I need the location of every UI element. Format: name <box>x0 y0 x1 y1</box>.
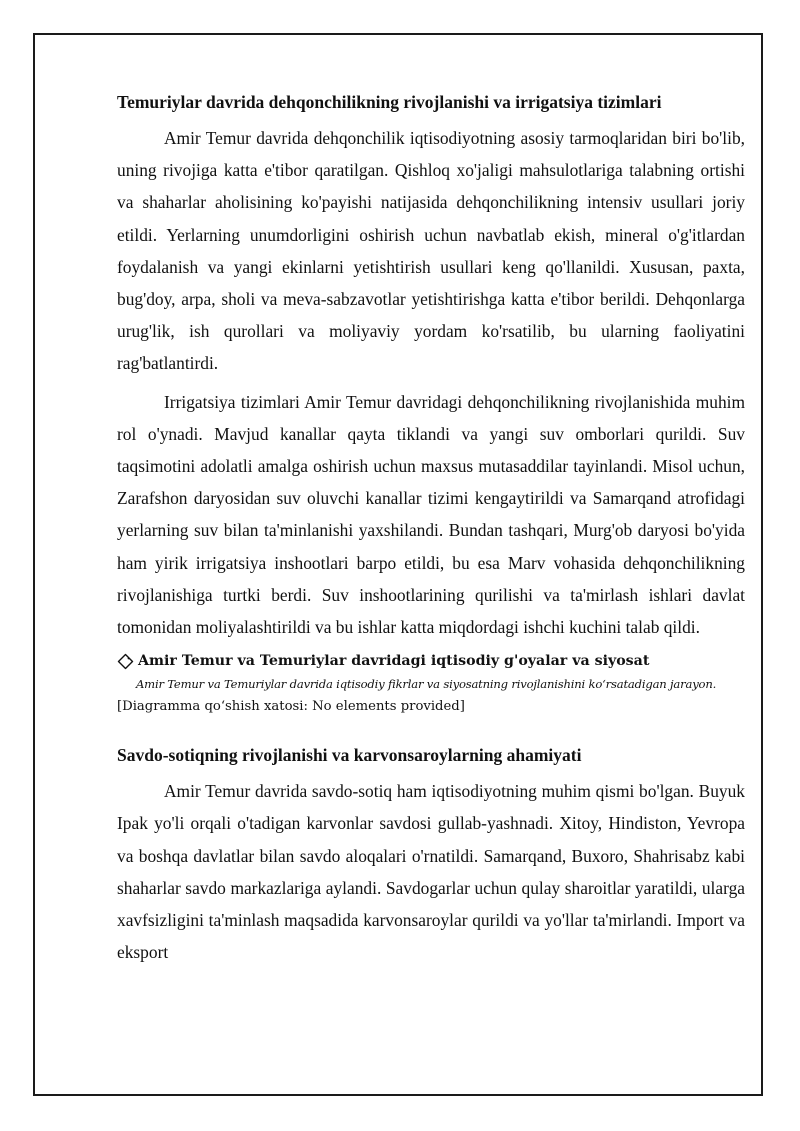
page-frame <box>33 33 763 1096</box>
section-agriculture <box>117 91 745 643</box>
section-trade <box>117 744 745 968</box>
diagram-error-message: [Diagramma qo‘shish xatosi: No elements provided] <box>117 699 465 715</box>
diagram-title: Amir Temur va Temuriylar davridagi iqtisodiy g'oyalar va siyosat <box>138 653 650 670</box>
section-heading: Temuriylar davrida dehqonchilikning rivojlanishi va irrigatsiya tizimlari <box>117 92 662 112</box>
section-heading: Savdo-sotiqning rivojlanishi va karvonsaroylarning ahamiyati <box>117 745 582 766</box>
body-paragraph: Irrigatsiya tizimlari Amir Temur davridagi dehqonchilikning rivojlanishida muhim rol o'ynadi. Mavjud kanallar qayta tiklandi va yangi suv omborlari qurildi. Suv taqsimotini adolatli amalga oshirish uchun maxsus mutasaddilar tayinlandi. Misol uchun, Zarafshon daryosidan suv oluvchi kanallar tizimi kengaytirildi va Samarqand atrofidagi yerlarning suv bilan ta'minlanishi yaxshilandi. Bundan tashqari, Murg'ob daryosi bo'yida ham yirik irrigatsiya inshootlari barpo etildi, bu esa Marv vohasida dehqonchilikning rivojlanishiga turtki berdi. Suv inshootlarining qurilishi va ta'mirlash ishlari davlat tomonidan moliyalashtirildi va bu ishlar katta miqdordagi ishchi kuchini talab qildi. <box>117 391 745 638</box>
diagram-title-row <box>117 651 745 671</box>
document-body <box>117 91 745 974</box>
diagram-subtitle: Amir Temur va Temuriylar davrida iqtisodiy fikrlar va siyosatning rivojlanishini ko‘rsatadigan jarayon. <box>136 677 717 692</box>
body-paragraph: Amir Temur davrida dehqonchilik iqtisodiyotning asosiy tarmoqlaridan biri bo'lib, uning rivojiga katta e'tibor qaratilgan. Qishloq xo'jaligi mahsulotlariga talabning ortishi va shaharlar aholisining ko'payishi natijasida dehqonchilikning intensiv usullari joriy etildi. Yerlarning unumdorligini oshirish uchun navbatlab ekish, mineral o'g'itlardan foydalanish va yangi ekinlarni yetishtirish usullari keng qo'llanildi. Xususan, paxta, bug'doy, arpa, sholi va meva-sabzavotlar yetishtirishga katta e'tibor berildi. Dehqonlarga urug'lik, ish qurollari va moliyaviy yordam ko'rsatilib, bu ularning faoliyatini rag'batlantirdi. <box>117 128 745 374</box>
diamond-icon <box>117 653 134 670</box>
diagram-placeholder <box>117 651 745 716</box>
body-paragraph: Amir Temur davrida savdo-sotiq ham iqtisodiyotning muhim qismi bo'lgan. Buyuk Ipak yo'li orqali o'tadigan karvonlar savdosi gullab-yashnadi. Xitoy, Hindiston, Yevropa va boshqa davlatlar bilan savdo aloqalari o'rnatildi. Samarqand, Buxoro, Shahrisabz kabi shaharlar savdo markazlariga aylandi. Savdogarlar uchun qulay sharoitlar yaratildi, ularga xavfsizligini ta'minlash maqsadida karvonsaroylar qurildi va yo'llar ta'mirlandi. Import va eksport <box>117 781 745 963</box>
